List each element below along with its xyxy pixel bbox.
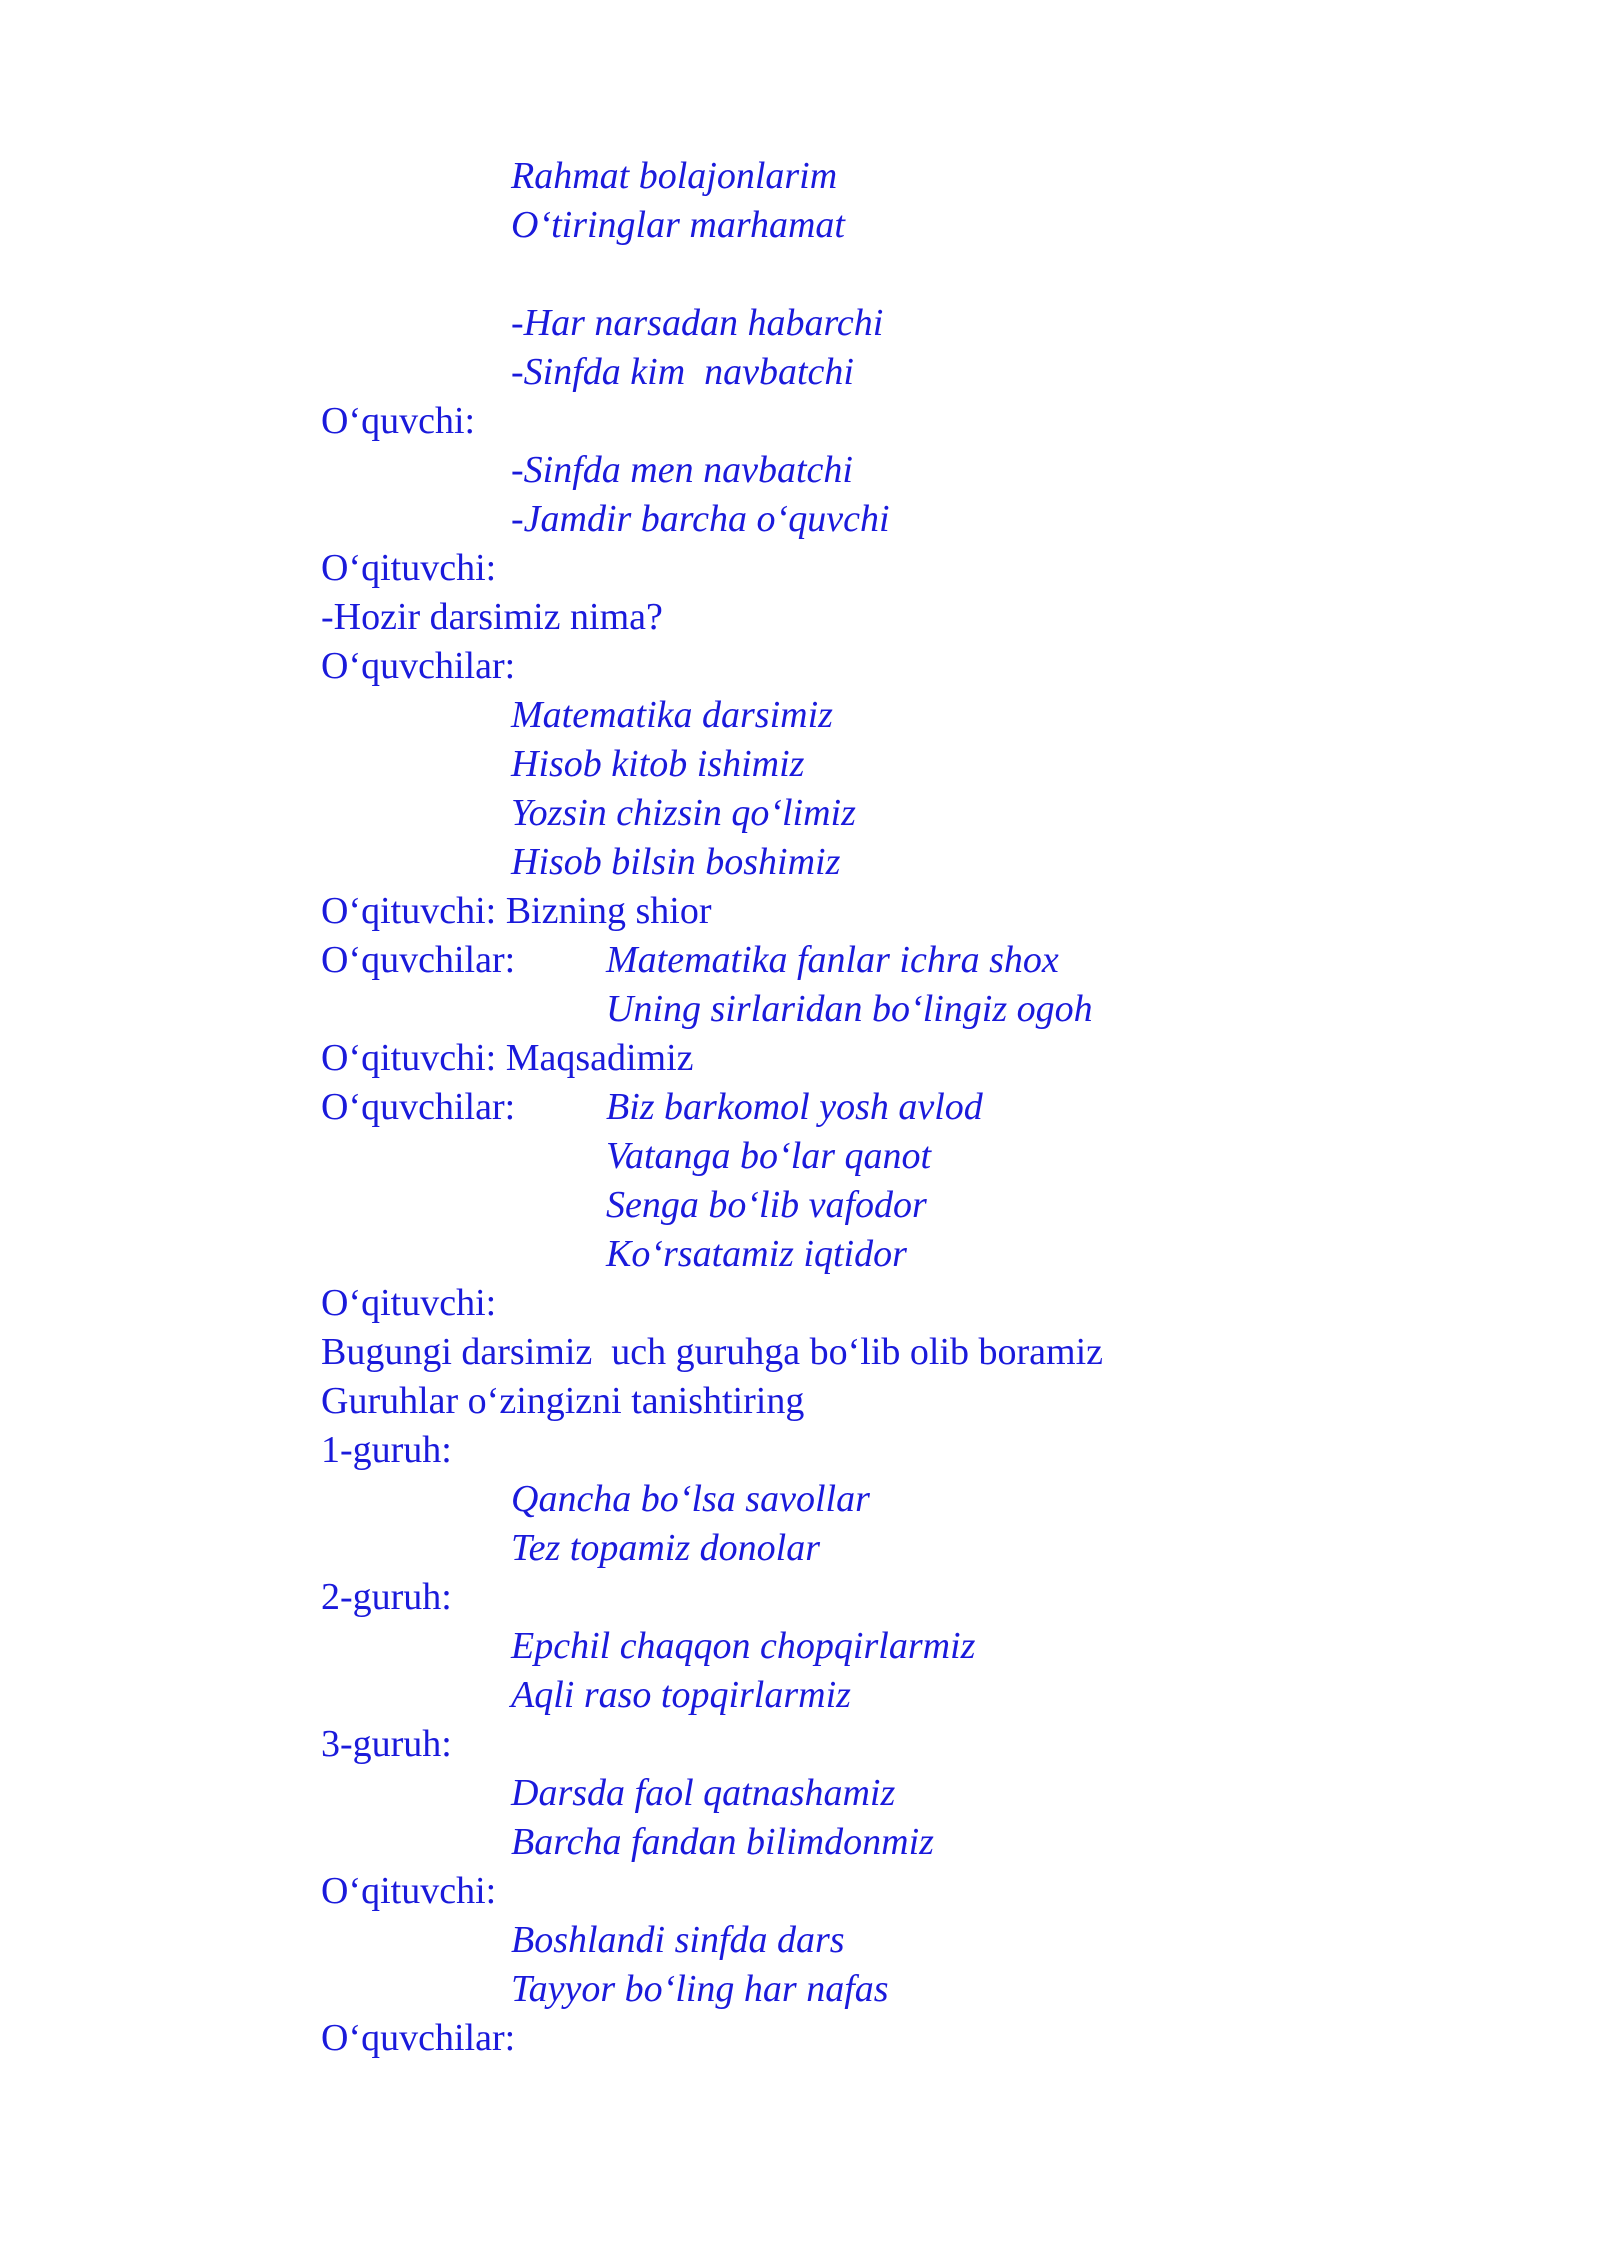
verse-line: Qancha bo‘lsa savollar (511, 1478, 870, 1520)
verse-line: -Sinfda kim navbatchi (511, 351, 854, 393)
verse-line: -Sinfda men navbatchi (511, 449, 853, 491)
verse-line: Darsda faol qatnashamiz (511, 1772, 896, 1814)
verse-line: Tez topamiz donolar (511, 1527, 820, 1569)
verse-line: Hisob bilsin boshimiz (511, 841, 841, 883)
verse-line: Barcha fandan bilimdonmiz (511, 1821, 934, 1863)
speaker-label: O‘qituvchi: (321, 547, 497, 589)
speaker-label: O‘qituvchi: (321, 1282, 497, 1324)
verse-line: O‘tiringlar marhamat (511, 204, 845, 246)
speaker-label: O‘quvchilar: (321, 1086, 516, 1128)
dialogue-line: O‘qituvchi: Bizning shior (321, 890, 712, 932)
verse-line: Tayyor bo‘ling har nafas (511, 1968, 889, 2010)
verse-line: Matematika fanlar ichra shox (606, 939, 1059, 981)
speaker-label: O‘quvchilar: (321, 2017, 516, 2059)
speaker-label: 2-guruh: (321, 1576, 452, 1618)
dialogue-line: Guruhlar o‘zingizni tanishtiring (321, 1380, 805, 1422)
verse-line: Uning sirlaridan bo‘lingiz ogoh (606, 988, 1093, 1030)
verse-line: Yozsin chizsin qo‘limiz (511, 792, 856, 834)
verse-line: -Jamdir barcha o‘quvchi (511, 498, 890, 540)
verse-line: Rahmat bolajonlarim (511, 155, 838, 197)
verse-line: -Har narsadan habarchi (511, 302, 884, 344)
verse-line: Aqli raso topqirlarmiz (511, 1674, 851, 1716)
dialogue-line: O‘qituvchi: Maqsadimiz (321, 1037, 694, 1079)
dialogue-line: Bugungi darsimiz uch guruhga bo‘lib olib boramiz (321, 1331, 1104, 1373)
speaker-label: O‘quvchi: (321, 400, 476, 442)
verse-line: Boshlandi sinfda dars (511, 1919, 845, 1961)
speaker-label: O‘qituvchi: (321, 1870, 497, 1912)
verse-line: Senga bo‘lib vafodor (606, 1184, 927, 1226)
speaker-label: 1-guruh: (321, 1429, 452, 1471)
speaker-label: O‘quvchilar: (321, 645, 516, 687)
verse-line: Vatanga bo‘lar qanot (606, 1135, 932, 1177)
dialogue-line: -Hozir darsimiz nima? (321, 596, 663, 638)
verse-line: Ko‘rsatamiz iqtidor (606, 1233, 907, 1275)
verse-line: Matematika darsimiz (511, 694, 833, 736)
verse-line: Epchil chaqqon chopqirlarmiz (511, 1625, 976, 1667)
speaker-label: 3-guruh: (321, 1723, 452, 1765)
verse-line: Hisob kitob ishimiz (511, 743, 805, 785)
speaker-label: O‘quvchilar: (321, 939, 516, 981)
verse-line: Biz barkomol yosh avlod (606, 1086, 983, 1128)
